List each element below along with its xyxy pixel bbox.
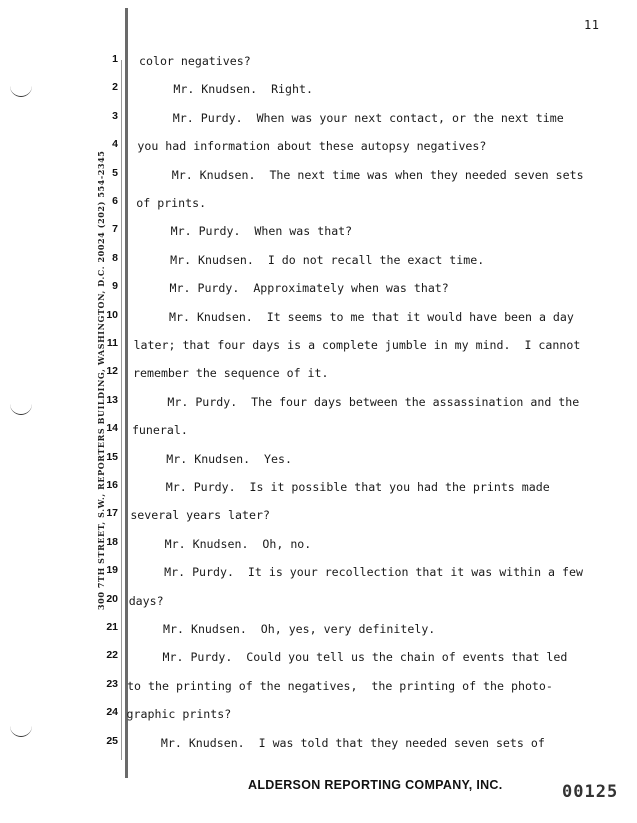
transcript-line-text: Mr. Knudsen. I was told that they needed seven sets of: [126, 735, 545, 750]
transcript-line-text: Mr. Knudsen. Oh, no.: [129, 536, 312, 551]
line-number: 8: [112, 251, 118, 264]
line-number: 6: [112, 195, 118, 207]
punch-hole-mark: [10, 722, 32, 737]
transcript-line-text: Mr. Knudsen. Right.: [138, 82, 313, 97]
transcript-line-text: graphic prints?: [126, 707, 232, 722]
transcript-line-text: days?: [128, 593, 164, 608]
line-number: 21: [106, 621, 118, 633]
line-number: 12: [106, 365, 118, 378]
transcript-line-text: funeral.: [131, 423, 188, 438]
document-stamp-number: 00125: [562, 782, 619, 802]
transcript-line-text: you had information about these autopsy negatives?: [137, 139, 487, 154]
line-number: 23: [106, 677, 118, 690]
transcript-line-text: Mr. Knudsen. I do not recall the exact time.: [135, 252, 485, 267]
punch-hole-mark: [10, 400, 32, 415]
line-number: 2: [112, 81, 118, 94]
line-number: 17: [106, 507, 118, 520]
transcript-line-text: Mr. Purdy. The four days between the assassination and the: [132, 394, 580, 409]
transcript-line-text: Mr. Knudsen. The next time was when they needed seven sets: [136, 167, 584, 182]
line-number: 10: [106, 308, 118, 321]
line-number: 11: [106, 337, 118, 349]
transcript-line-text: Mr. Purdy. Could you tell us the chain of events that led: [127, 650, 568, 665]
line-number: 24: [106, 706, 118, 719]
line-number: 20: [106, 592, 118, 605]
line-number: 22: [106, 649, 118, 662]
line-number: 4: [112, 138, 118, 151]
transcript-line-text: Mr. Purdy. When was your next contact, or the next time: [137, 110, 564, 125]
line-number: 18: [106, 535, 118, 548]
punch-hole-mark: [10, 82, 32, 97]
margin-rule-inner: [121, 60, 122, 760]
transcript-line-text: Mr. Purdy. Is it possible that you had the prints made: [130, 480, 550, 494]
line-number: 3: [112, 109, 118, 122]
line-number: 15: [106, 450, 118, 463]
line-number: 7: [112, 223, 118, 236]
line-number: 5: [112, 166, 118, 179]
line-number: 14: [106, 422, 118, 435]
transcript-line-text: Mr. Knudsen. Yes.: [131, 451, 292, 466]
transcript-line-text: color negatives?: [139, 54, 251, 68]
line-number: 13: [106, 393, 118, 406]
transcript-line-text: of prints.: [136, 196, 207, 210]
transcript-line-text: Mr. Purdy. When was that?: [135, 224, 353, 239]
line-number: 25: [106, 734, 118, 747]
transcript-line-text: Mr. Purdy. It is your recollection that it was within a few: [129, 565, 583, 580]
line-number: 9: [112, 280, 118, 293]
transcript-line-text: Mr. Knudsen. Oh, yes, very definitely.: [128, 622, 436, 636]
transcript-line-text: to the printing of the negatives, the printing of the photo-: [127, 678, 553, 693]
transcript-line-text: Mr. Purdy. Approximately when was that?: [134, 281, 449, 296]
line-number: 16: [106, 479, 118, 491]
reporter-address-sidebar: 300 7TH STREET, S.W., REPORTERS BUILDING, WASHINGTON, D.C. 20024 (202) 554-2345: [96, 150, 106, 610]
page-number: 11: [584, 18, 600, 32]
transcript-line-text: later; that four days is a complete jumble in my mind. I cannot: [133, 338, 581, 352]
footer-company-name: ALDERSON REPORTING COMPANY, INC.: [248, 778, 503, 792]
line-number: 19: [106, 564, 118, 577]
transcript-line-text: several years later?: [130, 508, 270, 523]
transcript-line-text: remember the sequence of it.: [133, 366, 329, 381]
line-number: 1: [112, 53, 118, 65]
transcript-line-text: Mr. Knudsen. It seems to me that it would have been a day: [134, 309, 574, 324]
